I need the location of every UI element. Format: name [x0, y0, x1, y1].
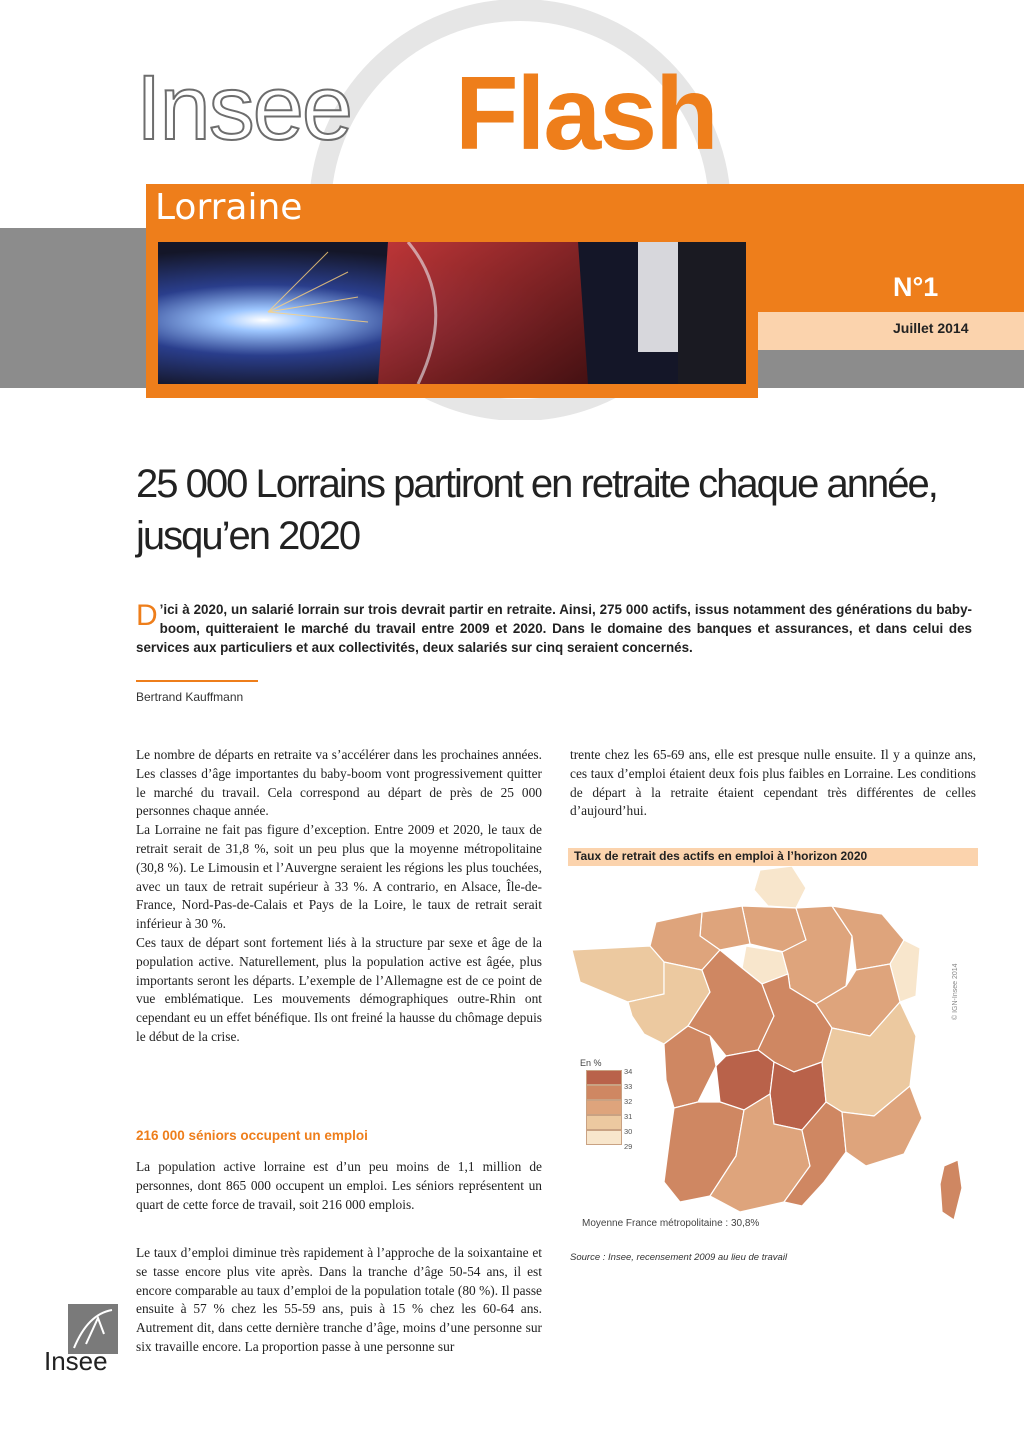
- date-box: [758, 312, 1024, 350]
- region-nord: [754, 866, 806, 908]
- article-lede: [136, 600, 972, 657]
- map-legend: [586, 1070, 622, 1145]
- column-2-text: [570, 746, 976, 821]
- section-subhead: 216 000 séniors occupent un emploi: [136, 1128, 368, 1143]
- author: Bertrand Kauffmann: [136, 690, 244, 704]
- region-bretagne: [572, 946, 664, 1002]
- paragraph: La Lorraine ne fait pas figure d’exception. Entre 2009 et 2020, le taux de retrait serait de 31,8 %, soit un peu plus que la moyenne métropolitaine (30,8 %). Le Limousin et l’Auvergne seraient les régions les plus touchées, avec un taux de retrait supérieur à 33 %. A contrario, en Alsace, Île-de-France, Nord-Pas-de-Calais et Pays de la Loire, le taux de retrait serait inférieur à 30 %.: [136, 822, 542, 932]
- welding-photo: [158, 242, 746, 384]
- legend-break: 29: [624, 1142, 633, 1151]
- legend-break: 33: [624, 1082, 633, 1091]
- region-corse: [940, 1160, 962, 1220]
- legend-break: 34: [624, 1067, 633, 1076]
- column-1-end: [136, 1244, 542, 1357]
- paragraph: La population active lorraine est d’un peu moins de 1,1 million de personnes, dont 865 000 occupent un emploi. Les séniors représentent un quart de cette force de travail, soit 216 000 emplois.: [136, 1159, 542, 1212]
- map-copyright: © IGN-Insee 2014: [952, 963, 959, 1020]
- brand-insee: Insee: [136, 57, 352, 159]
- legend-labels: [624, 1064, 632, 1154]
- paragraph: trente chez les 65-69 ans, elle est presque nulle ensuite. Il y a quinze ans, ces taux d’emploi étaient deux fois plus faibles en Lorraine. Les conditions de départ à la retraite étaient cependant très différentes de celles d’aujourd’hui.: [570, 747, 976, 819]
- lede-text: ’ici à 2020, un salarié lorrain sur trois devrait partir en retraite. Ainsi, 275 000 actifs, issus notamment des générations du baby-boom, quitteraient le marché du travail entre 2009 et 2020. Dans le domaine des banques et assurances, et dans celui des services aux particuliers et aux collectivités, deux salariés sur cinq seraient concernés.: [136, 602, 972, 655]
- lede-dropcap: D: [136, 599, 158, 632]
- gray-band-left: [0, 228, 160, 388]
- article-title: 25 000 Lorrains partiront en retraite chaque année, jusqu’en 2020: [136, 462, 937, 558]
- lede-rule: [136, 680, 258, 682]
- legend-break: 31: [624, 1112, 633, 1121]
- france-regions-map: [570, 866, 982, 1226]
- legend-break: 30: [624, 1127, 633, 1136]
- column-1-section: [136, 1158, 542, 1214]
- paragraph: Le taux d’emploi diminue très rapidement à l’approche de la soixantaine et se tasse encore plus vite après. Dans la tranche d’âge 50-54 ans, il est encore comparable au taux d’emploi de la population totale (80 %). Il passe ensuite à 57 % chez les 55-59 ans, puis à 15 % chez les 60-64 ans. Autrement dit, dans cette dernière tranche d’âge, moins d’une personne sur six travaille encore. La proportion passe à une personne sur: [136, 1245, 542, 1354]
- figure-source: Source : Insee, recensement 2009 au lieu de travail: [570, 1252, 788, 1263]
- figure-title: Taux de retrait des actifs en emploi à l’horizon 2020: [574, 849, 868, 863]
- brand-region: Lorraine: [155, 187, 303, 228]
- brand-flash: Flash: [455, 56, 717, 172]
- column-1-intro: [136, 746, 542, 1047]
- issue-date: Juillet 2014: [893, 320, 969, 336]
- paragraph: Ces taux de départ sont fortement liés à la structure par sexe et âge de la population active. Naturellement, plus la population active est âgée, plus importants seront les départs. L’exemple de l’Allemagne est de ce point de vue emblématique. Les mouvements démographiques outre-Rhin ont cependant eu un effet bénéfique. Ils ont freiné la hausse du chômage depuis le début de la crise.: [136, 934, 542, 1044]
- issue-box: [758, 240, 1024, 312]
- legend-swatch: [586, 1070, 622, 1085]
- paragraph: Le nombre de départs en retraite va s’accélérer dans les prochaines années. Les classes d’âge importantes du baby-boom vont progressivement quitter le marché du travail. Cela correspond au départ de près de 25 000 personnes chaque année.: [136, 747, 542, 819]
- legend-title: En %: [580, 1058, 602, 1068]
- region-poitou-charentes: [664, 1026, 716, 1108]
- issue-number: N°1: [893, 272, 939, 302]
- legend-swatch: [586, 1085, 622, 1100]
- map-average: Moyenne France métropolitaine : 30,8%: [582, 1218, 760, 1229]
- legend-swatch: [586, 1115, 622, 1130]
- insee-logo-text: Insee: [44, 1346, 108, 1376]
- legend-swatch: [586, 1130, 622, 1145]
- legend-swatch: [586, 1100, 622, 1115]
- gray-band-right: [758, 350, 1024, 388]
- legend-break: 32: [624, 1097, 633, 1106]
